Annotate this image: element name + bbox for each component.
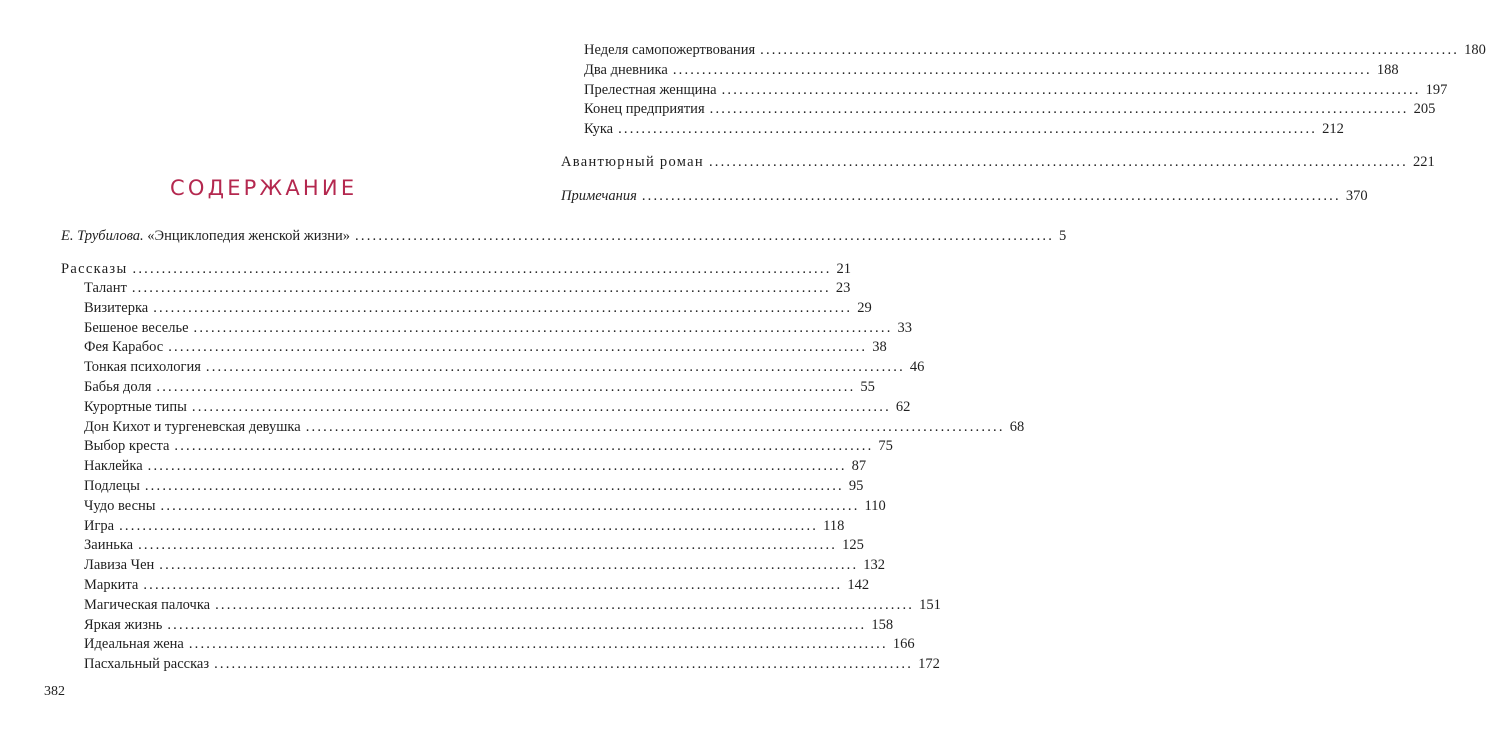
dot-leader: ........................................................................................................................ xyxy=(138,537,838,554)
toc-entry-title: Яркая жизнь xyxy=(84,616,163,633)
dot-leader: ........................................................................................................................ xyxy=(167,616,867,633)
toc-entry xyxy=(84,456,867,476)
toc-entry-page: 68 xyxy=(1009,418,1025,435)
toc-entry-title: Бабья доля xyxy=(84,379,152,395)
toc-entry xyxy=(84,318,913,338)
dot-leader: ........................................................................................................................ xyxy=(188,636,888,653)
dot-leader: ........................................................................................................................ xyxy=(174,438,874,455)
dot-leader: ........................................................................................................................ xyxy=(147,458,847,475)
toc-entry-page: 125 xyxy=(842,537,864,554)
toc-entry-title: Идеальная жена xyxy=(84,636,184,653)
toc-entry xyxy=(84,555,886,575)
dot-leader: ........................................................................................................................ xyxy=(119,517,819,534)
toc-entry-title: Наклейка xyxy=(84,458,143,475)
dot-leader: ........................................................................................................................ xyxy=(215,596,915,613)
toc-entry-title: Примечания xyxy=(561,188,637,204)
toc-entry-title: Тонкая психология xyxy=(84,359,201,376)
toc-entry xyxy=(84,575,870,595)
toc-entry xyxy=(84,634,915,654)
toc-entry-title: Авантюрный роман xyxy=(561,154,704,170)
toc-entry-page: 151 xyxy=(919,596,941,613)
toc-entry-title: Бешеное веселье xyxy=(84,319,189,336)
toc-entry-page: 158 xyxy=(871,616,894,633)
intro-title: «Энциклопедия женской жизни» xyxy=(147,228,351,244)
toc-entry-page: 110 xyxy=(864,497,886,514)
toc-entry-title: Выбор креста xyxy=(84,438,170,455)
toc-entry-title: Подлецы xyxy=(84,478,140,494)
dot-leader: ........................................................................................................................ xyxy=(143,577,843,593)
toc-entry xyxy=(584,99,1436,119)
toc-section-notes xyxy=(561,186,1368,206)
dot-leader: ........................................................................................................................ xyxy=(708,154,1408,170)
dot-leader: ........................................................................................................................ xyxy=(641,188,1341,204)
dot-leader: ........................................................................................................................ xyxy=(305,418,1005,435)
toc-entry-title: Фея Карабос xyxy=(84,339,164,356)
toc-entry xyxy=(84,476,864,496)
toc-entry-page: 75 xyxy=(878,438,893,455)
toc-entry-page: 21 xyxy=(836,261,852,277)
toc-entry-title: Дон Кихот и тургеневская девушка xyxy=(84,418,301,435)
dot-leader: ........................................................................................................................ xyxy=(205,359,905,376)
toc-section-stories xyxy=(61,259,852,279)
dot-leader: ........................................................................................................................ xyxy=(144,478,844,494)
toc-entry-title: Два дневника xyxy=(584,61,668,78)
toc-entry xyxy=(84,654,940,674)
toc-entry-page: 166 xyxy=(892,636,915,653)
toc-entry xyxy=(84,595,941,615)
dot-leader: ........................................................................................................................ xyxy=(191,398,891,415)
toc-entry xyxy=(84,357,925,377)
toc-entry xyxy=(84,298,872,318)
toc-entry-page: 205 xyxy=(1413,101,1436,118)
toc-entry-page: 221 xyxy=(1412,154,1435,170)
toc-entry-page: 180 xyxy=(1464,42,1486,58)
toc-entry xyxy=(584,80,1448,100)
toc-entry-title: Маркита xyxy=(84,577,139,593)
toc-entry-title xyxy=(61,226,350,246)
toc-entry-title: Лавиза Чен xyxy=(84,557,155,574)
dot-leader: ........................................................................................................................ xyxy=(721,81,1421,98)
toc-entry-page: 46 xyxy=(909,359,925,376)
toc-entry-title: Прелестная женщина xyxy=(584,81,717,98)
page-number: 382 xyxy=(44,684,65,699)
toc-entry-page: 33 xyxy=(897,319,913,336)
dot-leader: ........................................................................................................................ xyxy=(618,121,1318,138)
toc-entry-title: Игра xyxy=(84,517,115,534)
intro-author: Е. Трубилова. xyxy=(61,228,144,244)
toc-entry-page: 5 xyxy=(1059,228,1067,244)
toc-entry xyxy=(84,278,851,298)
dot-leader: ........................................................................................................................ xyxy=(160,497,860,514)
toc-entry-page: 188 xyxy=(1376,61,1399,78)
dot-leader: ........................................................................................................................ xyxy=(355,228,1055,244)
toc-entry xyxy=(84,615,894,635)
contents-heading: СОДЕРЖАНИЕ xyxy=(170,176,358,200)
toc-entry xyxy=(84,397,911,417)
dot-leader: ........................................................................................................................ xyxy=(132,261,832,277)
toc-entry xyxy=(84,436,893,456)
dot-leader: ........................................................................................................................ xyxy=(156,379,856,395)
toc-entry-title: Магическая палочка xyxy=(84,596,211,613)
dot-leader: ........................................................................................................................ xyxy=(159,557,859,574)
toc-entry xyxy=(584,119,1344,139)
toc-entry-title: Конец предприятия xyxy=(584,101,705,118)
toc-entry-title: Чудо весны xyxy=(84,497,156,514)
toc-entry-page: 55 xyxy=(860,379,875,395)
toc-entry-intro xyxy=(61,226,1067,246)
dot-leader: ........................................................................................................................ xyxy=(760,42,1460,58)
toc-entry-page: 197 xyxy=(1425,81,1448,98)
toc-entry xyxy=(84,417,1025,437)
dot-leader: ........................................................................................................................ xyxy=(709,101,1409,118)
toc-entry-title: Пасхальный рассказ xyxy=(84,656,210,673)
toc-entry xyxy=(84,496,886,516)
dot-leader: ........................................................................................................................ xyxy=(168,339,868,356)
toc-entry-page: 23 xyxy=(835,280,851,296)
toc-entry-page: 29 xyxy=(857,299,872,316)
dot-leader: ........................................................................................................................ xyxy=(153,299,853,316)
toc-entry-title: Неделя самопожертвования xyxy=(584,42,756,58)
toc-entry-page: 132 xyxy=(863,557,886,574)
toc-section-novel xyxy=(561,152,1435,172)
toc-entry-title: Курортные типы xyxy=(84,398,187,415)
toc-entry-page: 87 xyxy=(851,458,867,475)
toc-entry-title: Талант xyxy=(84,280,127,296)
dot-leader: ........................................................................................................................ xyxy=(214,656,914,673)
toc-entry xyxy=(584,40,1486,60)
toc-entry xyxy=(84,337,887,357)
toc-entry xyxy=(84,377,875,397)
toc-entry xyxy=(84,516,845,536)
toc-entry-page: 212 xyxy=(1322,121,1344,138)
toc-entry-title: Визитерка xyxy=(84,299,149,316)
toc-entry-page: 142 xyxy=(847,577,870,593)
dot-leader: ........................................................................................................................ xyxy=(672,61,1372,78)
toc-entry-title: Заинька xyxy=(84,537,134,554)
toc-entry-page: 38 xyxy=(872,339,887,356)
toc-entry-page: 62 xyxy=(895,398,911,415)
toc-entry-title: Кука xyxy=(584,121,614,138)
toc-entry-page: 118 xyxy=(823,517,845,534)
dot-leader: ........................................................................................................................ xyxy=(131,280,831,296)
toc-entry-page: 95 xyxy=(848,478,864,494)
toc-entry xyxy=(584,60,1399,80)
toc-entry-page: 172 xyxy=(918,656,940,673)
toc-entry xyxy=(84,535,864,555)
toc-entry-page: 370 xyxy=(1345,188,1368,204)
dot-leader: ........................................................................................................................ xyxy=(193,319,893,336)
toc-entry-title: Рассказы xyxy=(61,261,128,277)
